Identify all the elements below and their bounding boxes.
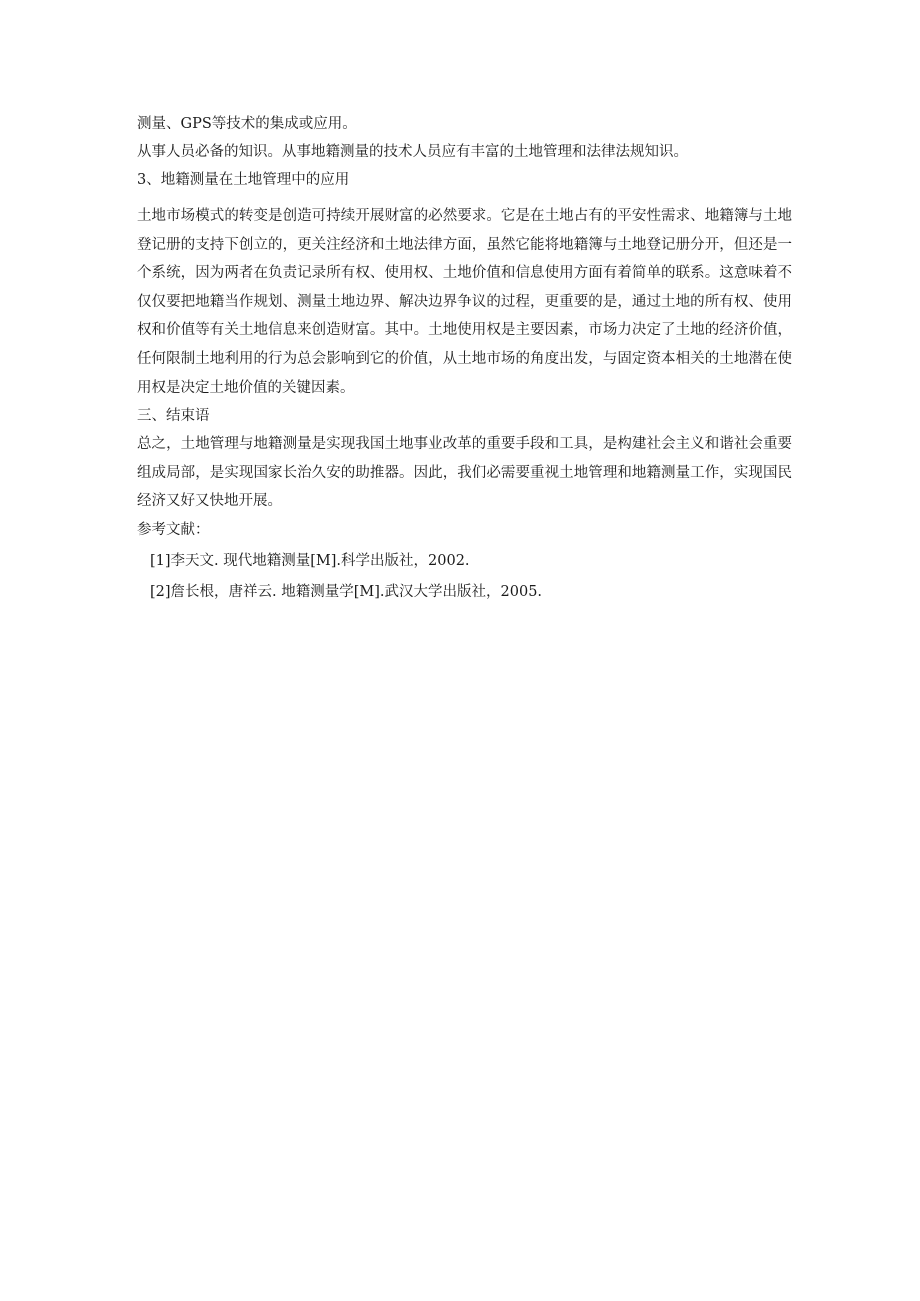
paragraph: 总之，土地管理与地籍测量是实现我国土地事业改革的重要手段和工具，是构建社会主义和谐社会重要组成局部，是实现国家长治久安的助推器。因此，我们必需要重视土地管理和地籍测量工作，实现国民经济又好又快地开展。 <box>137 436 792 510</box>
text-line: 从事人员必备的知识。从事地籍测量的技术人员应有丰富的土地管理和法律法规知识。 <box>137 144 688 160</box>
document-body <box>137 110 792 606</box>
reference-item: [1]李天文. 现代地籍测量[M].科学出版社，2002. <box>150 552 470 569</box>
reference-item: [2]詹长根，唐祥云. 地籍测量学[M].武汉大学出版社，2005. <box>150 583 543 600</box>
section-heading: 3、地籍测量在土地管理中的应用 <box>137 172 350 188</box>
references-heading: 参考文献： <box>137 521 210 538</box>
text-line: 测量、GPS等技术的集成或应用。 <box>137 116 357 132</box>
paragraph: 土地市场模式的转变是创造可持续开展财富的必然要求。它是在土地占有的平安性需求、地籍簿与土地登记册的支持下创立的，更关注经济和土地法律方面，虽然它能将地籍簿与土地登记册分开，但还是一个系统，因为两者在负责记录所有权、使用权、土地价值和信息使用方面有着简单的联系。这意味着不仅仅要把地籍当作规划、测量土地边界、解决边界争议的过程，更重要的是，通过土地的所有权、使用权和价值等有关土地信息来创造财富。其中。土地使用权是主要因素，市场力决定了土地的经济价值，任何限制土地利用的行为总会影响到它的价值，从土地市场的角度出发，与固定资本相关的土地潜在使用权是决定土地价值的关键因素。 <box>137 208 792 396</box>
conclusion-heading: 三、结束语 <box>137 408 210 425</box>
